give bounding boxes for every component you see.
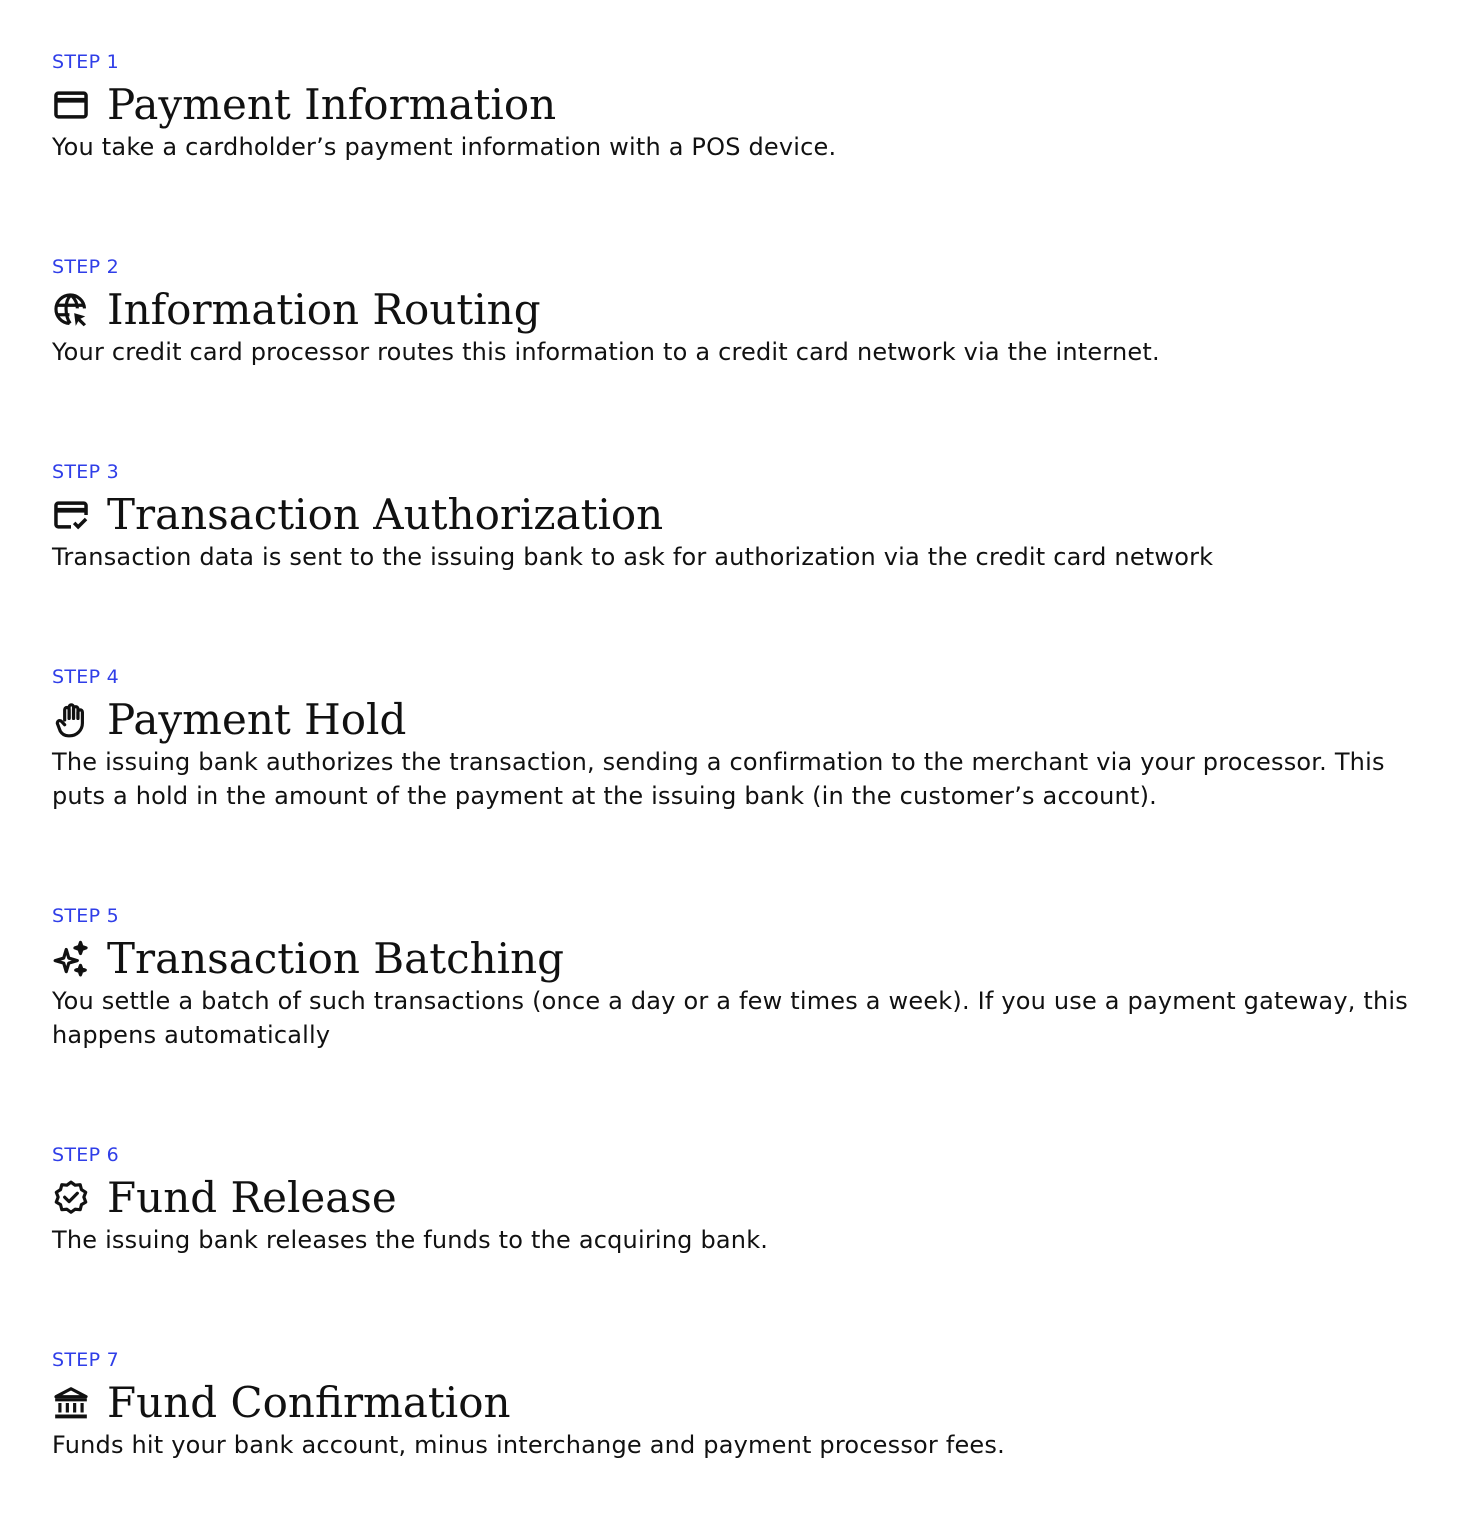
step-title: Transaction Authorization: [107, 490, 664, 539]
step-label: STEP 1: [52, 51, 120, 73]
step-description: You take a cardholder’s payment information with a POS device.: [52, 133, 837, 161]
step-label: STEP 4: [52, 666, 120, 688]
step-title: Fund Release: [107, 1173, 397, 1222]
step-description: Transaction data is sent to the issuing bank to ask for authorization via the credit card network: [52, 543, 1214, 571]
step-heading: [52, 934, 564, 984]
step-description: The issuing bank authorizes the transaction, sending a confirmation to the merchant via your processor. This puts a hold in the amount of the payment at the issuing bank (in the customer’s account).: [52, 748, 1385, 810]
step-label: STEP 2: [52, 256, 120, 278]
step-title: Fund Confirmation: [107, 1378, 511, 1427]
credit-card-icon: [52, 86, 90, 124]
step-heading: [52, 695, 406, 745]
step-label: STEP 6: [52, 1144, 120, 1166]
sparkles-icon: [52, 940, 90, 978]
hand-stop-icon: [52, 701, 90, 739]
step-heading: [52, 285, 541, 335]
step-title: Payment Information: [107, 80, 557, 129]
step-heading: [52, 80, 556, 130]
step-title: Transaction Batching: [107, 934, 565, 983]
verified-badge-icon: [52, 1179, 90, 1217]
step-heading: [52, 490, 663, 540]
step-label: STEP 5: [52, 905, 120, 927]
card-check-icon: [52, 496, 90, 534]
step-description: You settle a batch of such transactions (once a day or a few times a week). If you use a payment gateway, this happens automatically: [52, 987, 1408, 1049]
step-description: The issuing bank releases the funds to the acquiring bank.: [52, 1226, 769, 1254]
step-heading: [52, 1173, 397, 1223]
step-description: Your credit card processor routes this information to a credit card network via the internet.: [52, 338, 1160, 366]
step-description: Funds hit your bank account, minus interchange and payment processor fees.: [52, 1431, 1005, 1459]
step-heading: [52, 1378, 511, 1428]
step-title: Information Routing: [107, 285, 541, 334]
globe-cursor-icon: [52, 291, 90, 329]
step-label: STEP 7: [52, 1349, 120, 1371]
step-label: STEP 3: [52, 461, 120, 483]
bank-icon: [52, 1384, 90, 1422]
step-title: Payment Hold: [107, 695, 407, 744]
